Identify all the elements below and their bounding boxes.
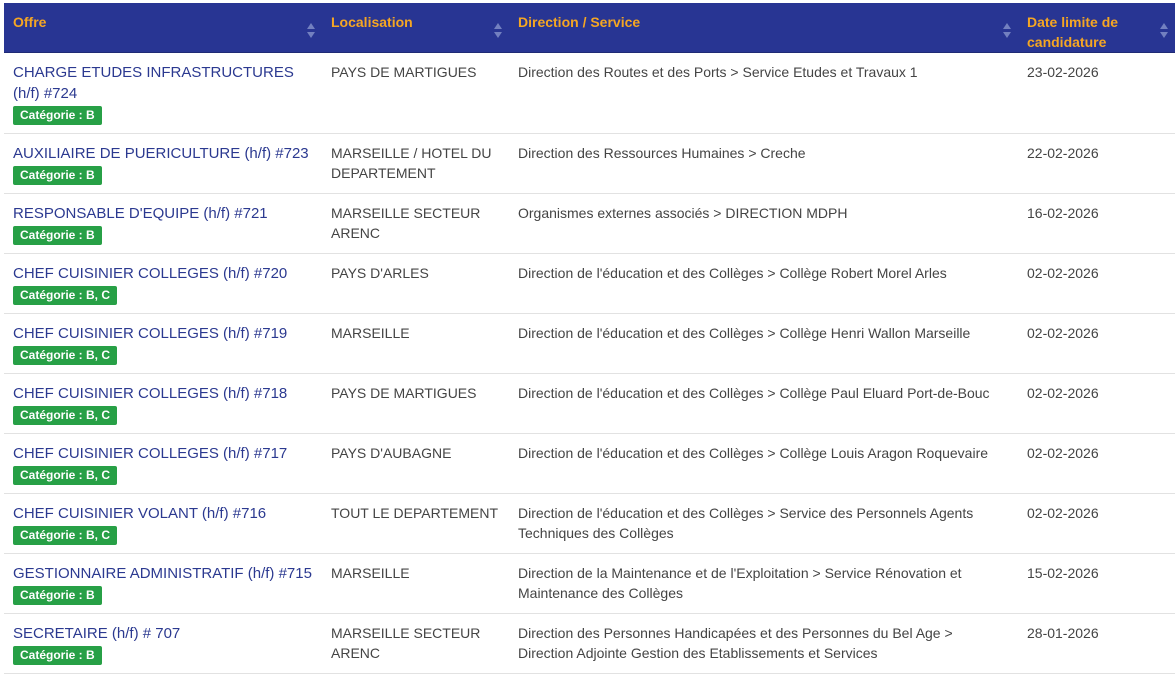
category-badge: Catégorie : B, C [13, 286, 117, 305]
sort-icon[interactable] [494, 23, 502, 39]
offer-cell [4, 134, 322, 194]
table-row [4, 134, 1175, 194]
header-row [4, 3, 1175, 53]
offer-cell [4, 374, 322, 434]
offer-cell [4, 53, 322, 134]
column-header-label: Offre [13, 14, 47, 30]
offer-link[interactable]: GESTIONNAIRE ADMINISTRATIF (h/f) #715 [13, 565, 312, 582]
table-row [4, 554, 1175, 614]
offer-cell [4, 494, 322, 554]
offer-link[interactable]: CHEF CUISINIER VOLANT (h/f) #716 [13, 505, 267, 522]
offer-cell [4, 554, 322, 614]
service-cell: Direction des Ressources Humaines > Creche [509, 134, 1018, 194]
offer-link[interactable]: SECRETAIRE (h/f) # 707 [13, 625, 181, 642]
deadline-cell: 23-02-2026 [1018, 53, 1175, 134]
service-cell: Direction de l'éducation et des Collèges > Collège Robert Morel Arles [509, 254, 1018, 314]
category-badge: Catégorie : B, C [13, 406, 117, 425]
location-cell: PAYS DE MARTIGUES [322, 53, 509, 134]
table-row [4, 53, 1175, 134]
offer-link[interactable]: CHEF CUISINIER COLLEGES (h/f) #718 [13, 385, 288, 402]
offer-link[interactable]: CHEF CUISINIER COLLEGES (h/f) #717 [13, 445, 288, 462]
table-header [4, 3, 1175, 53]
service-cell: Direction de l'éducation et des Collèges > Service des Personnels Agents Techniques des Collèges [509, 494, 1018, 554]
service-cell: Direction de l'éducation et des Collèges > Collège Paul Eluard Port-de-Bouc [509, 374, 1018, 434]
category-badge: Catégorie : B, C [13, 346, 117, 365]
deadline-cell: 15-02-2026 [1018, 554, 1175, 614]
column-header-label: Direction / Service [518, 14, 641, 30]
column-header-direction-service[interactable] [509, 3, 1018, 53]
location-cell: TOUT LE DEPARTEMENT [322, 494, 509, 554]
sort-icon[interactable] [1160, 23, 1168, 39]
table-row [4, 194, 1175, 254]
offer-link[interactable]: CHEF CUISINIER COLLEGES (h/f) #719 [13, 325, 288, 342]
deadline-cell: 28-01-2026 [1018, 614, 1175, 674]
location-cell: PAYS D'AUBAGNE [322, 434, 509, 494]
location-cell: PAYS D'ARLES [322, 254, 509, 314]
service-cell: Organismes externes associés > DIRECTION MDPH [509, 194, 1018, 254]
location-cell: MARSEILLE / HOTEL DU DEPARTEMENT [322, 134, 509, 194]
service-cell: Direction des Routes et des Ports > Service Etudes et Travaux 1 [509, 53, 1018, 134]
service-cell: Direction de l'éducation et des Collèges > Collège Louis Aragon Roquevaire [509, 434, 1018, 494]
category-badge: Catégorie : B [13, 646, 102, 665]
location-cell: MARSEILLE [322, 314, 509, 374]
column-header-date-limite[interactable] [1018, 3, 1175, 53]
location-cell: MARSEILLE SECTEUR ARENC [322, 614, 509, 674]
category-badge: Catégorie : B, C [13, 526, 117, 545]
service-cell: Direction des Personnes Handicapées et des Personnes du Bel Age > Direction Adjointe Gestion des Etablissements et Services [509, 614, 1018, 674]
deadline-cell: 02-02-2026 [1018, 434, 1175, 494]
location-cell: PAYS DE MARTIGUES [322, 374, 509, 434]
column-header-label: Localisation [331, 14, 413, 30]
deadline-cell: 22-02-2026 [1018, 134, 1175, 194]
category-badge: Catégorie : B, C [13, 466, 117, 485]
category-badge: Catégorie : B [13, 166, 102, 185]
location-cell: MARSEILLE SECTEUR ARENC [322, 194, 509, 254]
table-body [4, 53, 1175, 674]
offer-link[interactable]: AUXILIAIRE DE PUERICULTURE (h/f) #723 [13, 145, 309, 162]
deadline-cell: 02-02-2026 [1018, 494, 1175, 554]
offer-cell [4, 254, 322, 314]
location-cell: MARSEILLE [322, 554, 509, 614]
table-row [4, 614, 1175, 674]
offer-cell [4, 614, 322, 674]
table-row [4, 494, 1175, 554]
table-row [4, 434, 1175, 494]
offer-link[interactable]: RESPONSABLE D'EQUIPE (h/f) #721 [13, 205, 268, 222]
service-cell: Direction de la Maintenance et de l'Exploitation > Service Rénovation et Maintenance des Collèges [509, 554, 1018, 614]
deadline-cell: 02-02-2026 [1018, 374, 1175, 434]
category-badge: Catégorie : B [13, 106, 102, 125]
sort-icon[interactable] [307, 23, 315, 39]
offer-cell [4, 434, 322, 494]
job-offers-table [4, 3, 1175, 674]
offer-cell [4, 194, 322, 254]
category-badge: Catégorie : B [13, 226, 102, 245]
table-row [4, 254, 1175, 314]
offer-cell [4, 314, 322, 374]
table-row [4, 374, 1175, 434]
offer-link[interactable]: CHEF CUISINIER COLLEGES (h/f) #720 [13, 265, 288, 282]
offer-link[interactable]: CHARGE ETUDES INFRASTRUCTURES (h/f) #724 [13, 64, 294, 102]
sort-icon[interactable] [1003, 23, 1011, 39]
column-header-localisation[interactable] [322, 3, 509, 53]
deadline-cell: 02-02-2026 [1018, 254, 1175, 314]
table-row [4, 314, 1175, 374]
column-header-offre[interactable] [4, 3, 322, 53]
job-offers-table-container [4, 3, 1175, 674]
category-badge: Catégorie : B [13, 586, 102, 605]
service-cell: Direction de l'éducation et des Collèges > Collège Henri Wallon Marseille [509, 314, 1018, 374]
column-header-label: Date limite de candidature [1027, 14, 1119, 50]
deadline-cell: 02-02-2026 [1018, 314, 1175, 374]
deadline-cell: 16-02-2026 [1018, 194, 1175, 254]
